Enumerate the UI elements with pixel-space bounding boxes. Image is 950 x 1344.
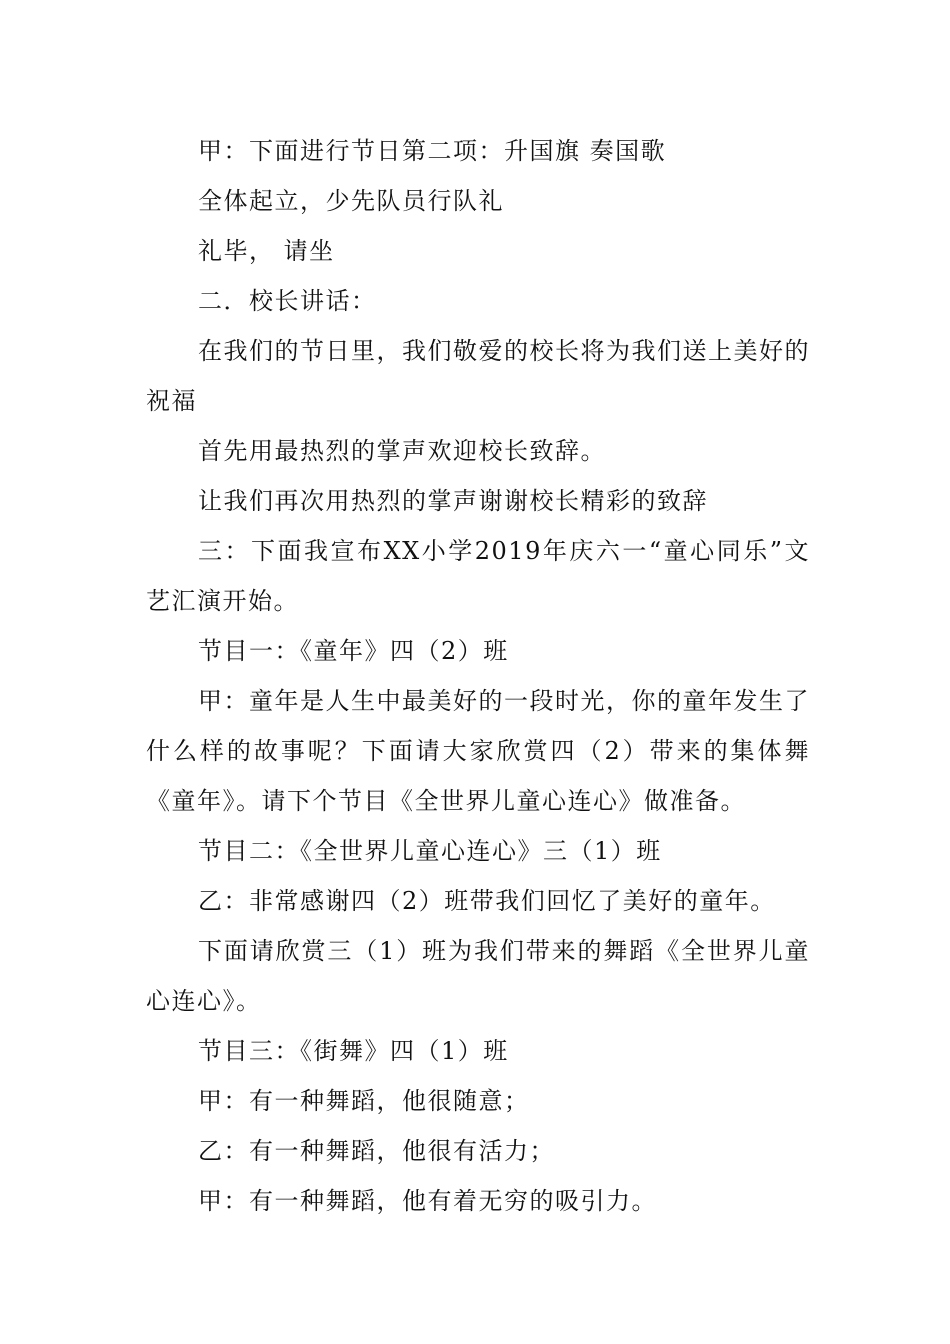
paragraph: 甲：下面进行节日第二项：升国旗 奏国歌 bbox=[198, 137, 667, 165]
paragraph: 二．校长讲话： bbox=[198, 287, 377, 315]
paragraph: 甲：童年是人生中最美好的一段时光，你的童年发生了什么样的故事呢？下面请大家欣赏四（2）带来的集体舞《童年》。请下个节目《全世界儿童心连心》做准备。 bbox=[146, 687, 810, 815]
paragraph: 节目三：《街舞》四（1）班 bbox=[198, 1037, 509, 1065]
paragraph: 下面请欣赏三（1）班为我们带来的舞蹈《全世界儿童心连心》。 bbox=[146, 937, 810, 1015]
paragraph: 节目二：《全世界儿童心连心》三（1）班 bbox=[198, 837, 662, 865]
paragraph: 在我们的节日里，我们敬爱的校长将为我们送上美好的祝福 bbox=[146, 337, 810, 415]
paragraph: 甲：有一种舞蹈，他有着无穷的吸引力。 bbox=[198, 1187, 657, 1215]
paragraph: 乙：非常感谢四（2）班带我们回忆了美好的童年。 bbox=[198, 887, 776, 915]
paragraph: 三：下面我宣布XX小学2019年庆六一“童心同乐”文艺汇演开始。 bbox=[146, 537, 810, 615]
paragraph: 首先用最热烈的掌声欢迎校长致辞。 bbox=[198, 437, 606, 465]
paragraph: 礼毕， 请坐 bbox=[198, 237, 335, 265]
paragraph: 甲：有一种舞蹈，他很随意； bbox=[198, 1087, 530, 1115]
paragraph: 全体起立，少先队员行队礼 bbox=[198, 187, 504, 215]
document-body bbox=[146, 126, 810, 1226]
paragraph: 节目一：《童年》四（2）班 bbox=[198, 637, 509, 665]
paragraph: 乙：有一种舞蹈，他很有活力； bbox=[198, 1137, 555, 1165]
paragraph: 让我们再次用热烈的掌声谢谢校长精彩的致辞 bbox=[198, 487, 708, 515]
